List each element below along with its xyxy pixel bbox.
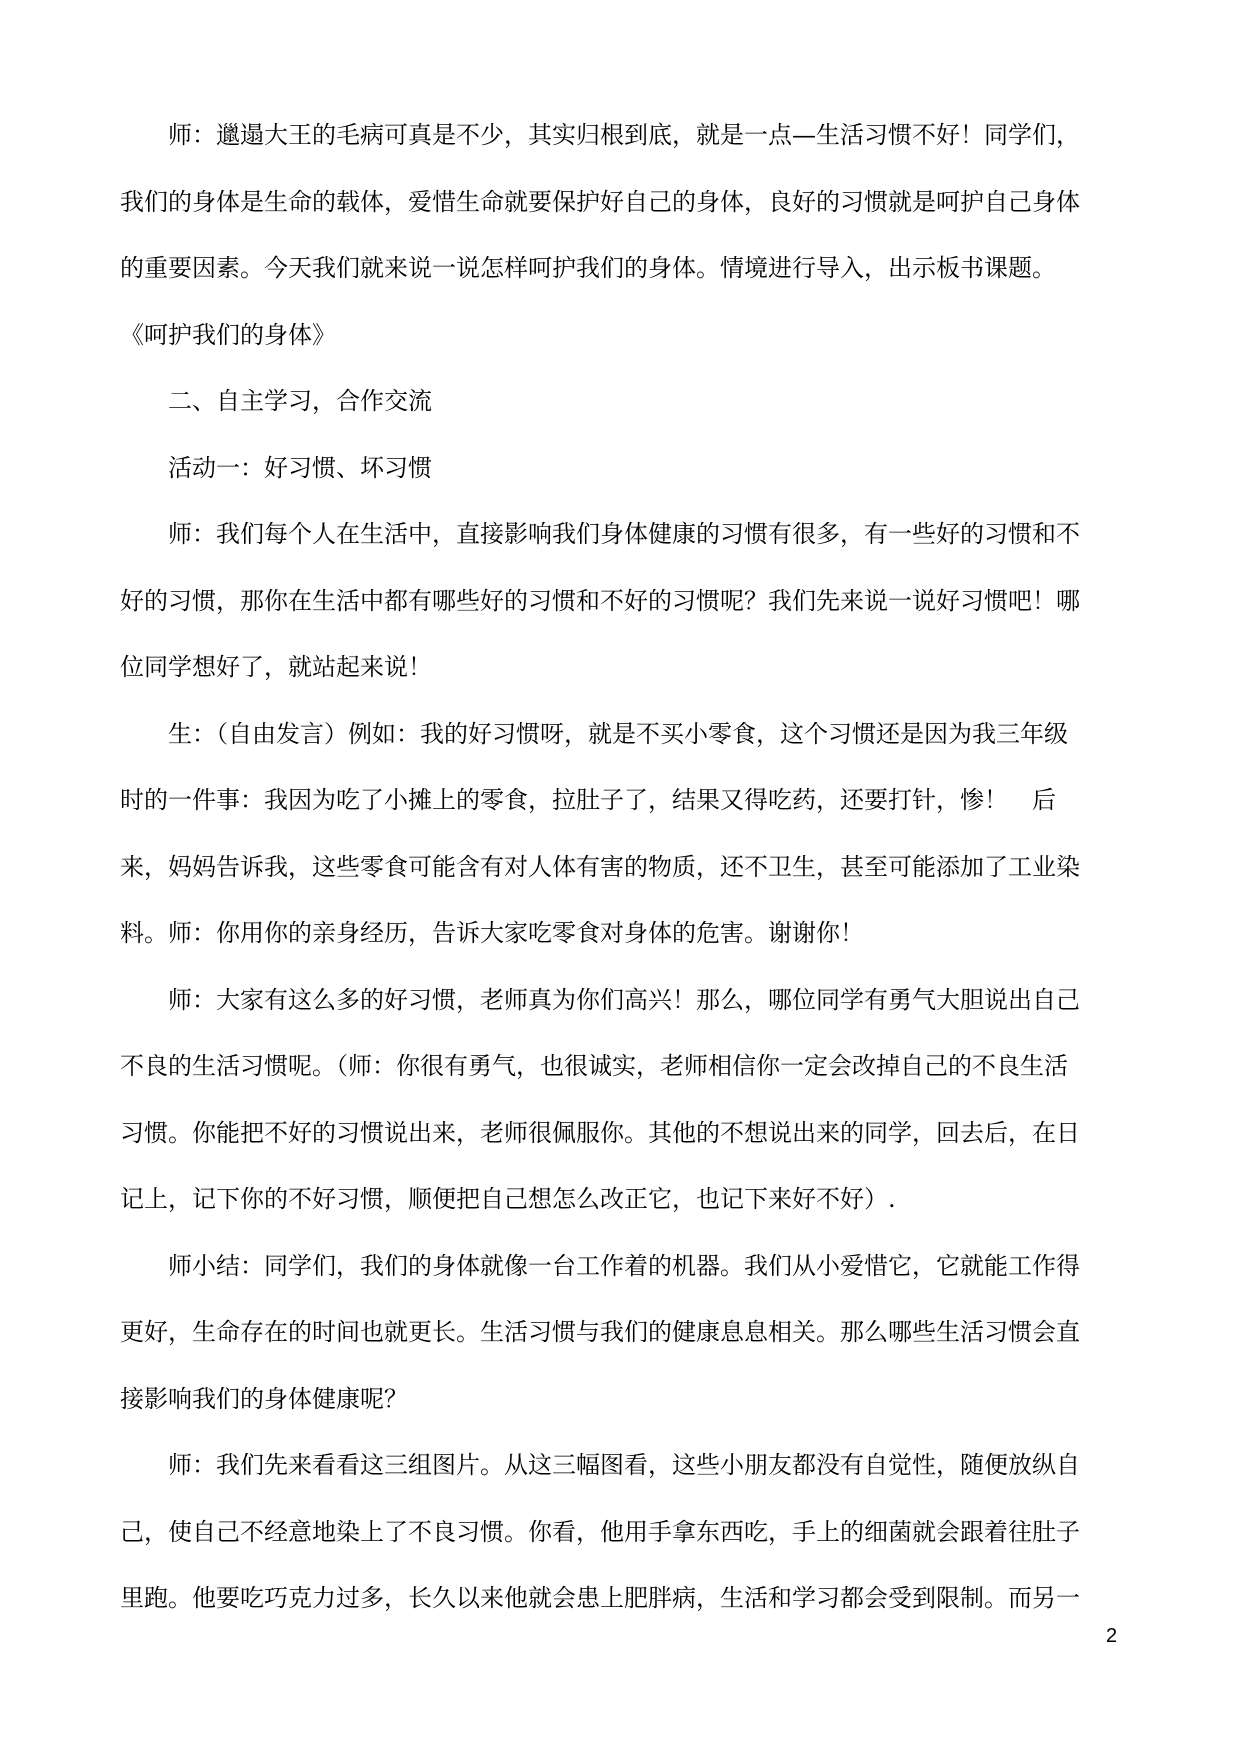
text-line: 师：邋遢大王的毛病可真是不少，其实归根到底，就是一点—生活习惯不好！同学们， <box>168 121 1080 149</box>
text-line: 己，使自己不经意地染上了不良习惯。你看，他用手拿东西吃，手上的细菌就会跟着往肚子 <box>120 1517 1080 1546</box>
text-line: 接影响我们的身体健康呢？ <box>120 1384 408 1413</box>
text-line: 生：（自由发言）例如：我的好习惯呀，就是不买小零食，这个习惯还是因为我三年级 <box>168 719 1068 748</box>
text-line: 师小结：同学们，我们的身体就像一台工作着的机器。我们从小爱惜它，它就能工作得 <box>168 1251 1080 1280</box>
text-line: 习惯。你能把不好的习惯说出来，老师很佩服你。其他的不想说出来的同学，回去后，在日 <box>120 1118 1080 1147</box>
text-line: 好的习惯，那你在生活中都有哪些好的习惯和不好的习惯呢？我们先来说一说好习惯吧！哪 <box>120 586 1080 615</box>
text-line: 我们的身体是生命的载体，爱惜生命就要保护好自己的身体，良好的习惯就是呵护自己身体 <box>120 187 1080 216</box>
text-line: 师：我们每个人在生活中，直接影响我们身体健康的习惯有很多，有一些好的习惯和不 <box>168 520 1080 548</box>
lesson-title-line: 《呵护我们的身体》 <box>120 320 336 349</box>
text-line: 师：我们先来看看这三组图片。从这三幅图看，这些小朋友都没有自觉性，随便放纵自 <box>168 1451 1080 1479</box>
text-line: 的重要因素。今天我们就来说一说怎样呵护我们的身体。情境进行导入，出示板书课题。 <box>120 254 1056 282</box>
text-line: 料。师：你用你的亲身经历，告诉大家吃零食对身体的危害。谢谢你！ <box>120 919 864 947</box>
text-line: 时的一件事：我因为吃了小摊上的零食，拉肚子了，结果又得吃药，还要打针，惨！ 后 <box>120 786 1056 814</box>
text-line: 位同学想好了，就站起来说！ <box>120 653 432 681</box>
activity-heading: 活动一：好习惯、坏习惯 <box>168 453 432 482</box>
text-line: 记上，记下你的不好习惯，顺便把自己想怎么改正它，也记下来好不好）. <box>120 1185 896 1213</box>
section-heading: 二、自主学习，合作交流 <box>168 387 432 415</box>
text-line: 师：大家有这么多的好习惯，老师真为你们高兴！那么，哪位同学有勇气大胆说出自己 <box>168 985 1080 1014</box>
text-line: 更好，生命存在的时间也就更长。生活习惯与我们的健康息息相关。那么哪些生活习惯会直 <box>120 1318 1080 1346</box>
page-number: 2 <box>1106 1625 1118 1647</box>
text-line: 来，妈妈告诉我，这些零食可能含有对人体有害的物质，还不卫生，甚至可能添加了工业染 <box>120 852 1080 881</box>
text-line: 不良的生活习惯呢。（师：你很有勇气，也很诚实，老师相信你一定会改掉自己的不良生活 <box>120 1052 1068 1080</box>
document-body <box>120 102 1120 1632</box>
text-line: 里跑。他要吃巧克力过多，长久以来他就会患上肥胖病，生活和学习都会受到限制。而另一 <box>120 1584 1080 1612</box>
